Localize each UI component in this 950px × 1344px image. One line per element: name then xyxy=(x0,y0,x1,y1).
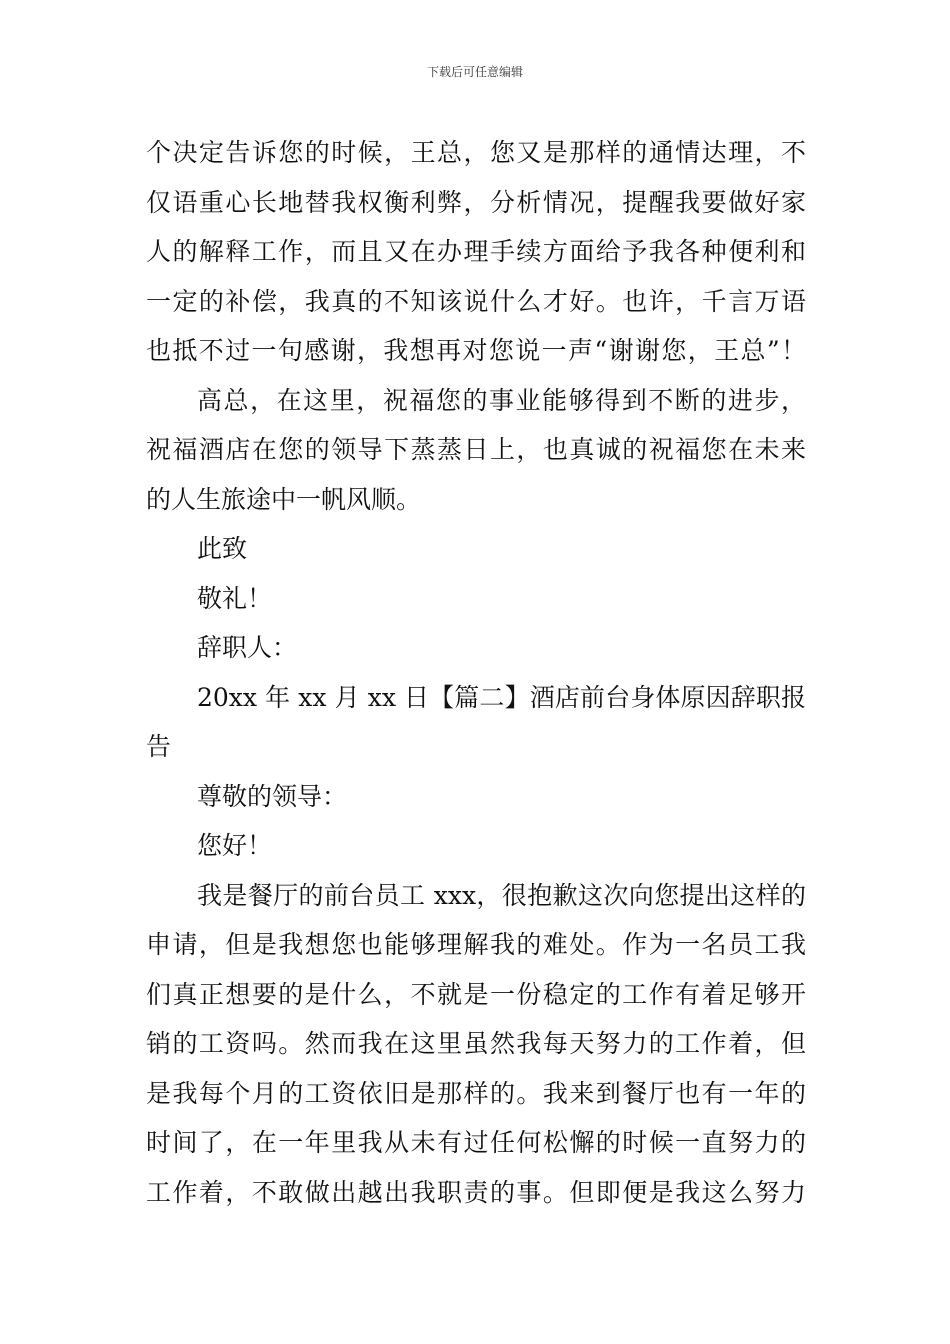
closing-salutation: 此致 xyxy=(197,534,248,563)
page-header: 下载后可任意编辑 xyxy=(426,65,523,79)
letter-hello: 您好！ xyxy=(197,831,273,860)
text-line: 仅语重心长地替我权衡利弊，分析情况，提醒我要做好家 xyxy=(146,187,806,217)
letter-greeting: 尊敬的领导： xyxy=(197,781,348,811)
text-line: 也抵不过一句感谢，我想再对您说一声“谢谢您，王总”！ xyxy=(146,336,806,365)
text-line: 个决定告诉您的时候，王总，您又是那样的通情达理，不 xyxy=(146,138,806,167)
text-line: 工作着，不敢做出越出我职责的事。但即便是我这么努力 xyxy=(146,1177,806,1207)
text-line: 人的解释工作，而且又在办理手续方面给予我各种便利和 xyxy=(146,237,806,266)
text-line: 时间了，在一年里我从未有过任何松懈的时候一直努力的 xyxy=(146,1128,806,1157)
text-line: 销的工资吗。然而我在这里虽然我每天努力的工作着，但 xyxy=(146,1029,806,1058)
resigner-signature-label: 辞职人： xyxy=(197,633,298,662)
text-line: 告 xyxy=(146,732,172,761)
text-line: 20xx 年 xx 月 xx 日【篇二】酒店前台身体原因辞职报 xyxy=(197,682,806,712)
text-line: 的人生旅途中一帆风顺。 xyxy=(146,484,422,514)
text-line: 申请，但是我想您也能够理解我的难处。作为一名员工我 xyxy=(146,930,806,959)
text-line: 我是餐厅的前台员工 xxx，很抱歉这次向您提出这样的 xyxy=(197,880,806,910)
document-body xyxy=(146,128,806,1217)
text-line: 高总，在这里，祝福您的事业能够得到不断的进步， xyxy=(197,385,806,415)
text-line: 是我每个月的工资依旧是那样的。我来到餐厅也有一年的 xyxy=(146,1078,806,1108)
text-line: 们真正想要的是什么，不就是一份稳定的工作有着足够开 xyxy=(146,979,806,1009)
date-and-section-title xyxy=(146,673,806,772)
paragraph-closing-thanks xyxy=(146,128,806,376)
closing-regards: 敬礼！ xyxy=(197,583,273,613)
text-line: 祝福酒店在您的领导下蒸蒸日上，也真诚的祝福您在未来 xyxy=(146,435,806,464)
text-line: 一定的补偿，我真的不知该说什么才好。也许，千言万语 xyxy=(146,286,806,316)
paragraph-resignation-reason xyxy=(146,871,806,1218)
paragraph-blessing xyxy=(146,376,806,525)
